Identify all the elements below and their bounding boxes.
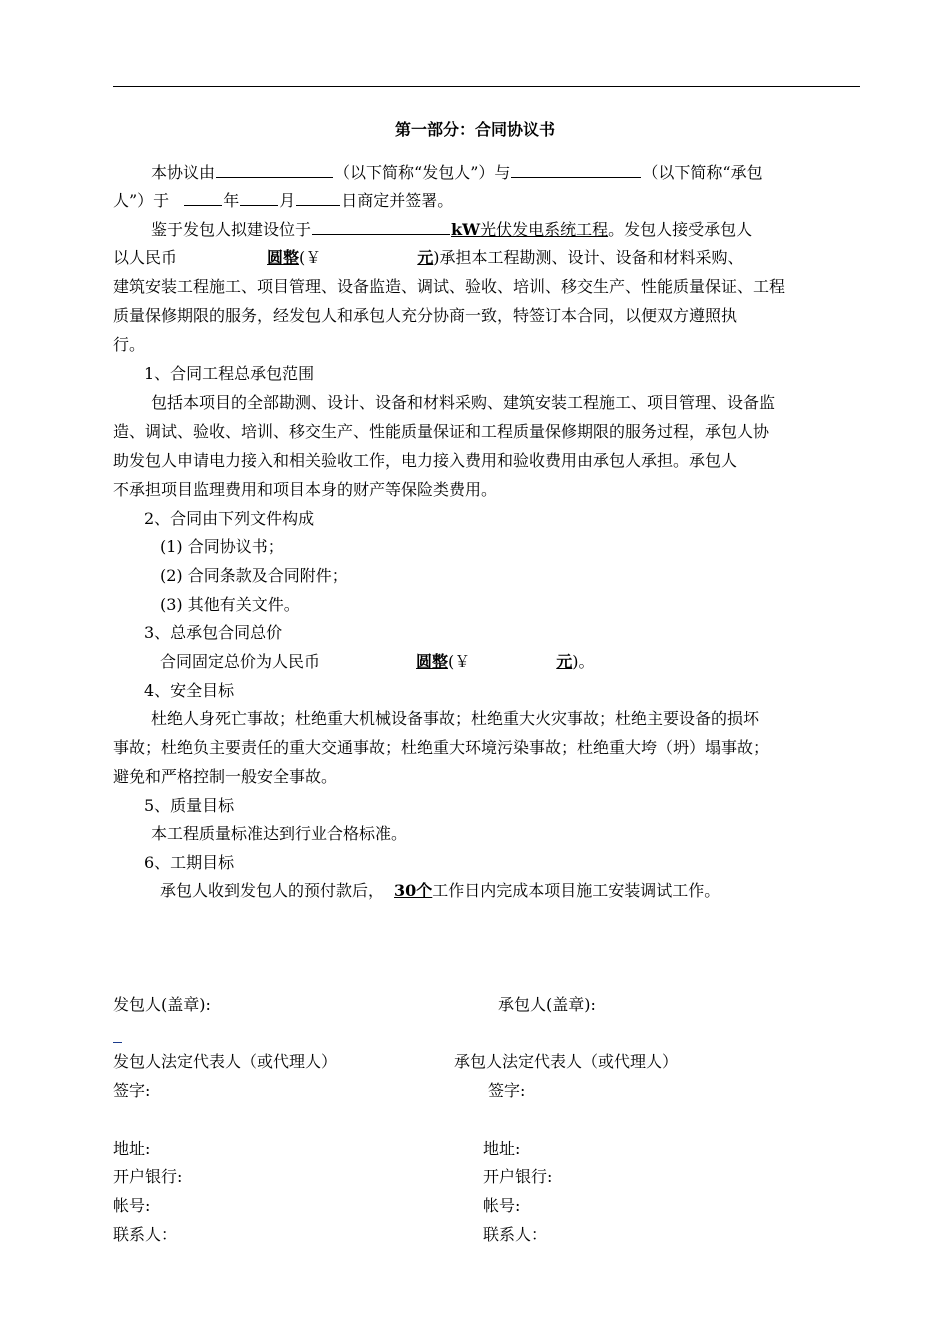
schedule-line [160, 879, 720, 903]
intro-line-1 [151, 160, 763, 185]
year-label: 年 [223, 191, 240, 210]
location-blank [312, 217, 450, 235]
intro-text: （以下简称“发包人”）与 [334, 163, 511, 182]
section-1-line: 造、调试、验收、培训、移交生产、性能质量保证和工程质量保修期限的服务过程，承包人协 [113, 422, 770, 441]
working-days: 30个 [394, 881, 433, 900]
schedule-text: 承包人收到发包人的预付款后， [160, 881, 385, 900]
intro-line-3 [151, 217, 752, 242]
contractor-contact: 联系人： [483, 1225, 548, 1244]
intro-text: 日商定并签署。 [341, 191, 454, 210]
intro-text: 鉴于发包人拟建设位于 [151, 220, 312, 239]
section-6-heading: 6、工期目标 [144, 853, 235, 872]
employer-name-blank [216, 160, 333, 178]
amount-words-label: 圆整 [267, 248, 300, 267]
year-blank [184, 188, 222, 206]
intro-line-4 [113, 246, 744, 270]
intro-text: 人”）于 [113, 191, 170, 210]
section-1-heading: 1、合同工程总承包范围 [144, 364, 315, 383]
safety-line: 杜绝人身死亡事故；杜绝重大机械设备事故；杜绝重大火灾事故；杜绝主要设备的损坏 [151, 709, 760, 728]
employer-signature: 签字: [113, 1081, 151, 1100]
safety-line: 事故；杜绝负主要责任的重大交通事故；杜绝重大环境污染事故；杜绝重大垮（坍）塌事故； [113, 738, 770, 757]
safety-line: 避免和严格控制一般安全事故。 [113, 767, 338, 786]
employer-address: 地址: [113, 1139, 151, 1158]
intro-line-5: 建筑安装工程施工、项目管理、设备监造、调试、验收、培训、移交生产、性能质量保证、工程 [113, 277, 786, 296]
employer-seal: 发包人(盖章): [113, 995, 211, 1014]
section-1-line: 包括本项目的全部勘测、设计、设备和材料采购、建筑安装工程施工、项目管理、设备监 [151, 393, 776, 412]
section-2-heading: 2、合同由下列文件构成 [144, 509, 315, 528]
currency-symbol: (￥ [299, 248, 322, 267]
document-list-item: (1) 合同协议书； [160, 537, 284, 556]
intro-line-7: 行。 [113, 335, 146, 354]
month-label: 月 [279, 191, 296, 210]
schedule-text: 工作日内完成本项目施工安装调试工作。 [432, 881, 721, 900]
contractor-seal: 承包人(盖章): [498, 995, 596, 1014]
yuan-label: 元 [417, 248, 434, 267]
contractor-account: 帐号: [483, 1196, 521, 1215]
document-list-item: (3) 其他有关文件。 [160, 595, 300, 614]
section-5-heading: 5、质量目标 [144, 796, 235, 815]
underline-mark [113, 1042, 122, 1043]
currency-symbol: (￥ [448, 652, 471, 671]
contractor-signature: 签字: [488, 1081, 526, 1100]
contractor-bank: 开户银行: [483, 1167, 553, 1186]
day-blank [296, 188, 340, 206]
intro-line-2 [113, 188, 453, 213]
intro-text: 以人民币 [113, 248, 178, 267]
month-blank [240, 188, 278, 206]
employer-bank: 开户银行: [113, 1167, 183, 1186]
intro-text: )承担本工程勘测、设计、设备和材料采购、 [433, 248, 744, 267]
document-title: 第一部分：合同协议书 [394, 120, 555, 139]
section-1-line: 不承担项目监理费用和项目本身的财产等保险类费用。 [113, 480, 498, 499]
section-3-heading: 3、总承包合同总价 [144, 623, 283, 642]
quality-text: 本工程质量标准达到行业合格标准。 [151, 824, 408, 843]
project-name: 光伏发电系统工程 [480, 220, 609, 239]
section-1-line: 助发包人申请电力接入和相关验收工作，电力接入费用和验收费用由承包人承担。承包人 [113, 451, 738, 470]
yuan-label: 元 [556, 652, 573, 671]
header-rule [113, 86, 860, 87]
employer-account: 帐号: [113, 1196, 151, 1215]
intro-text: 本协议由 [151, 163, 216, 182]
section-4-heading: 4、安全目标 [144, 681, 235, 700]
contractor-name-blank [511, 160, 641, 178]
employer-contact: 联系人： [113, 1225, 178, 1244]
contractor-representative: 承包人法定代表人（或代理人） [454, 1052, 679, 1071]
intro-line-6: 质量保修期限的服务，经发包人和承包人充分协商一致，特签订本合同，以便双方遵照执 [113, 306, 738, 325]
price-text: )。 [572, 652, 595, 671]
intro-text: （以下简称“承包 [642, 163, 763, 182]
contractor-address: 地址: [483, 1139, 521, 1158]
amount-words-label: 圆整 [416, 652, 449, 671]
document-list-item: (2) 合同条款及合同附件； [160, 566, 348, 585]
employer-representative: 发包人法定代表人（或代理人） [113, 1052, 338, 1071]
kw-unit: kW [451, 220, 481, 239]
intro-text: 。发包人接受承包人 [608, 220, 753, 239]
total-price-line [160, 650, 595, 674]
price-text: 合同固定总价为人民币 [160, 652, 321, 671]
